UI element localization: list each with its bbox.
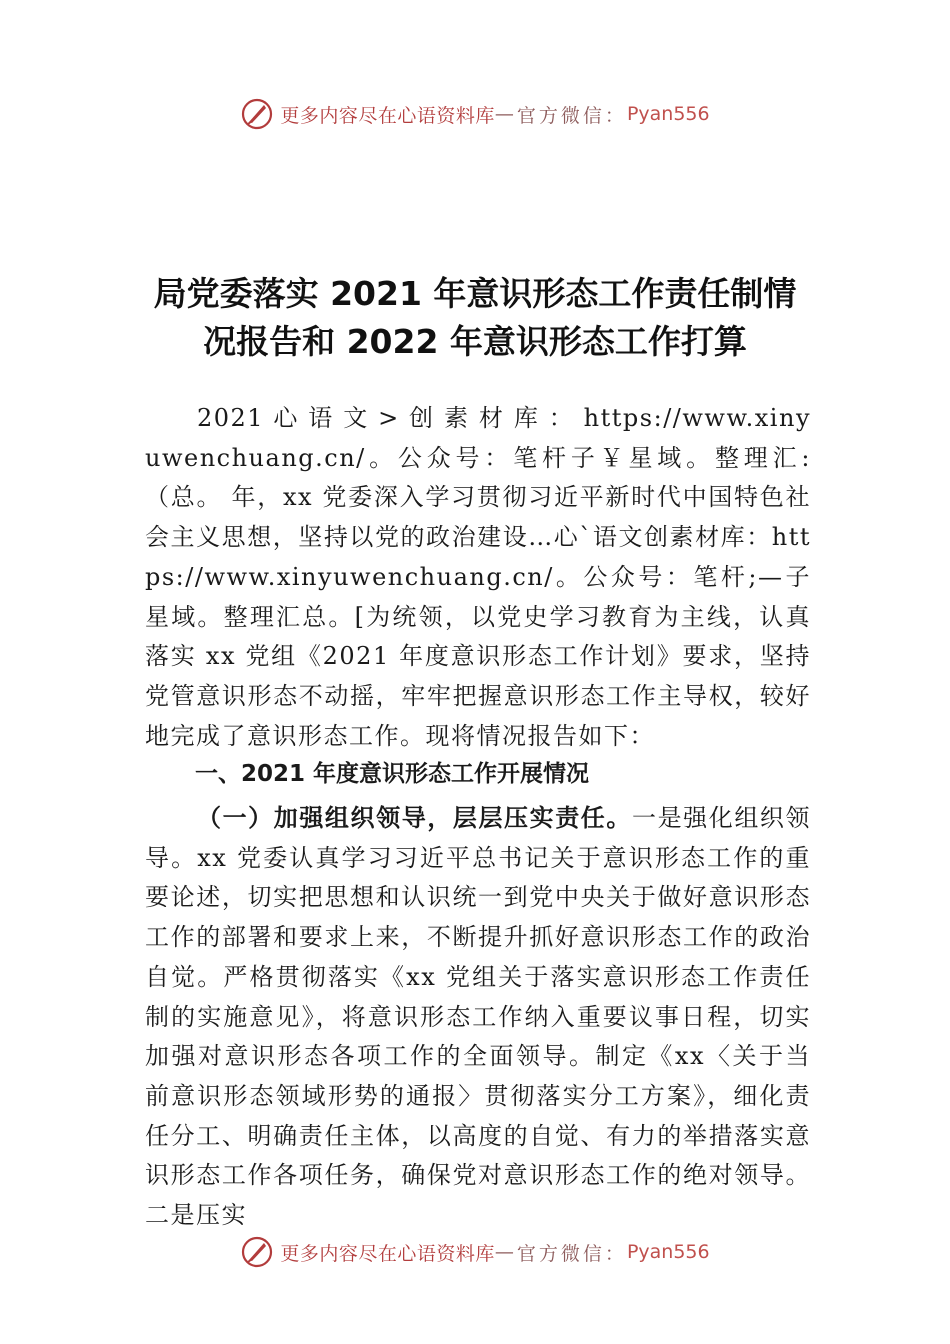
watermark-banner-top <box>0 94 950 134</box>
quill-logo-icon <box>240 97 274 131</box>
section-heading: 一、2021 年度意识形态工作开展情况 <box>195 761 590 787</box>
document-title <box>100 270 850 366</box>
watermark-wechat-label: 官方微信： <box>516 1242 627 1265</box>
watermark-wechat-id: Pyan556 <box>626 103 710 125</box>
subsection-body: 一是强化组织领导。xx 党委认真学习习近平总书记关于意识形态工作的重要论述，切实把思想和认识统一到党中央关于做好意识形态工作的部署和要求上来，不断提升抓好意识形态工作的政治自觉。严格贯彻落实《xx 党组关于落实意识形态工作责任制的实施意见》，将意识形态工作纳入重要议事日程，切实加强对意识形态各项工作的全面领导。制定《xx〈关于当前意识形态领域形势的通报〉贯彻落实分工方案》，细化责任分工、明确责任主体，以高度的自觉、有力的举措落实意识形态工作各项任务，确保党对意识形态工作的绝对领导。二是压实 <box>145 804 812 1230</box>
watermark-banner-bottom <box>0 1232 950 1272</box>
watermark-dash: — <box>494 1241 517 1263</box>
watermark-brand: 更多内容尽在心语资料库 <box>280 1242 495 1265</box>
watermark-wechat-id: Pyan556 <box>626 1241 710 1263</box>
subsection-lead: （一）加强组织领导，层层压实责任。 <box>197 803 632 832</box>
watermark-brand: 更多内容尽在心语资料库 <box>280 104 495 127</box>
intro-paragraph: 2021 心 语 文 > 创 素 材 库 ： https://www.xinyuwenchuang.cn/。公众号：笔杆子￥星域。整理汇:（总。 年，xx 党委深入学习贯彻习近平新时代中国特色社会主义思想，坚持以党的政治建设…心`语文创素材库：https://www.xinyuwenchuang.cn/。公众号：笔杆;—子星域。整理汇总。[为统领，以党史学习教育为主线，认真落实 xx 党组《2021 年度意识形态工作计划》要求，坚持党管意识形态不动摇，牢牢把握意识形态工作主导权，较好地完成了意识形态工作。现将情况报告如下： <box>145 404 811 750</box>
title-line-2: 况报告和 2022 年意识形态工作打算 <box>203 322 747 361</box>
body-paragraph <box>145 798 811 1236</box>
quill-logo-icon <box>240 1235 274 1269</box>
title-line-1: 局党委落实 2021 年意识形态工作责任制情 <box>153 274 797 313</box>
watermark-dash: — <box>494 103 517 125</box>
watermark-wechat-label: 官方微信： <box>516 104 627 127</box>
